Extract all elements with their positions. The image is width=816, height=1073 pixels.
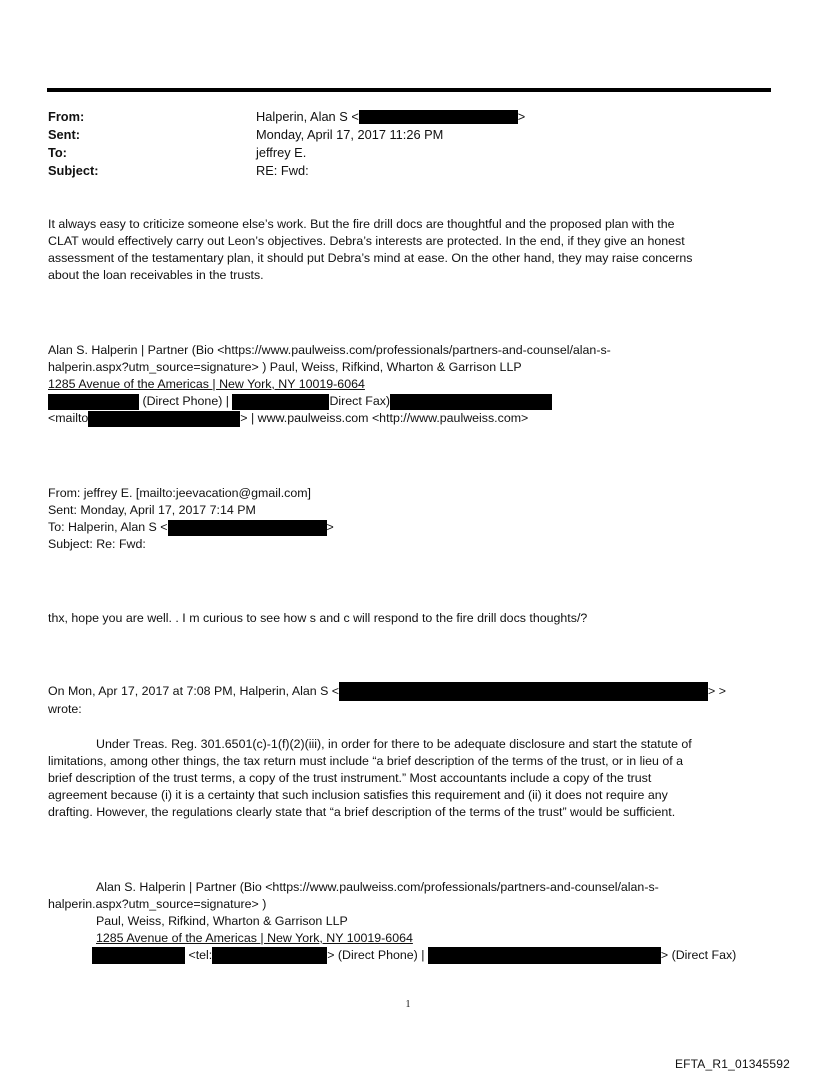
sent-label: Sent: xyxy=(48,127,80,142)
quote-wrote: wrote: xyxy=(48,702,82,716)
from-name: Halperin, Alan S < xyxy=(256,109,359,124)
redaction-box xyxy=(339,682,708,701)
signature-mailto-line xyxy=(48,410,768,427)
signature-line: Alan S. Halperin | Partner (Bio <https://www.paulweiss.com/professionals/partners-and-counsel/alan-s- xyxy=(96,880,659,894)
body-paragraph xyxy=(48,216,760,284)
redaction-box xyxy=(428,947,661,964)
header-rule xyxy=(47,88,771,92)
to-label: To: xyxy=(48,145,67,160)
signature-block xyxy=(48,342,768,427)
from-label: From: xyxy=(48,109,85,124)
signature-address: 1285 Avenue of the Americas | New York, NY 10019-6064 xyxy=(96,931,413,945)
email-header xyxy=(48,108,768,180)
signature-line: halperin.aspx?utm_source=signature> ) Paul, Weiss, Rifkind, Wharton & Garrison LLP xyxy=(48,360,522,374)
sent-value: Monday, April 17, 2017 11:26 PM xyxy=(256,127,444,142)
from-row xyxy=(48,108,768,126)
signature-phone-line xyxy=(48,393,768,410)
fwd-from: From: jeffrey E. [mailto:jeevacation@gmail.com] xyxy=(48,486,312,500)
subject-row xyxy=(48,162,768,180)
direct-phone-label: (Direct Phone) | xyxy=(142,394,229,408)
reply-text: thx, hope you are well. . I m curious to see how s and c will respond to the fire drill docs thoughts/? xyxy=(48,611,588,625)
quote-on-text: On Mon, Apr 17, 2017 at 7:08 PM, Halperin, Alan S < xyxy=(48,683,340,698)
quoted-line: drafting. However, the regulations clearly state that “a brief description of the terms of the trust” would be sufficient. xyxy=(48,805,676,819)
quoted-line: Under Treas. Reg. 301.6501(c)-1(f)(2)(iii), in order for there to be adequate disclosure and start the statute of xyxy=(96,737,692,751)
quoted-line: limitations, among other things, the tax return must include “a brief description of the terms of the trust, or in lieu of a xyxy=(48,754,683,768)
to-value: jeffrey E. xyxy=(256,145,307,160)
fwd-to-tail: > xyxy=(326,520,334,534)
quote-on-tail: > > xyxy=(708,683,726,698)
body-line: assessment of the testamentary plan, it should put Debra’s mind at ease. On the other hand, they may raise concerns xyxy=(48,251,693,265)
direct-fax-label: Direct Fax) xyxy=(329,394,391,408)
to-row xyxy=(48,144,768,162)
sent-row xyxy=(48,126,768,144)
body-line: about the loan receivables in the trusts. xyxy=(48,268,264,282)
redaction-box xyxy=(48,394,139,410)
fwd-to-line xyxy=(48,519,768,536)
redaction-box xyxy=(359,110,518,124)
quoted-signature-block xyxy=(48,879,768,964)
quoted-line: brief description of the trust terms, a copy of the trust instrument.” Most accountants include a copy of the trust xyxy=(48,771,652,785)
direct-phone-label: > (Direct Phone) | xyxy=(327,948,425,962)
quoted-line: agreement because (i) it is a certainty that such inclusion satisfies this requirement and (ii) it does not require any xyxy=(48,788,668,802)
body-line: It always easy to criticize someone else’s work. But the fire drill docs are thoughtful and the proposed plan with the xyxy=(48,217,675,231)
forwarded-header xyxy=(48,485,768,553)
signature-address: 1285 Avenue of the Americas | New York, NY 10019-6064 xyxy=(48,377,365,391)
bates-number: EFTA_R1_01345592 xyxy=(674,1057,790,1071)
signature-firm: Paul, Weiss, Rifkind, Wharton & Garrison LLP xyxy=(96,914,348,928)
quote-intro xyxy=(48,682,768,718)
direct-fax-label: > (Direct Fax) xyxy=(660,948,737,962)
body-line: CLAT would effectively carry out Leon’s objectives. Debra’s interests are protected. In the end, if they give an honest xyxy=(48,234,685,248)
fwd-sent: Sent: Monday, April 17, 2017 7:14 PM xyxy=(48,503,256,517)
from-tail: > xyxy=(517,109,526,124)
redaction-box xyxy=(390,394,552,410)
quote-on-line xyxy=(48,682,768,701)
fwd-subject: Subject: Re: Fwd: xyxy=(48,537,146,551)
signature-contact-line xyxy=(48,947,768,964)
subject-label: Subject: xyxy=(48,163,99,178)
signature-line: Alan S. Halperin | Partner (Bio <https://www.paulweiss.com/professionals/partners-and-counsel/alan-s- xyxy=(48,343,611,357)
page-number: 1 xyxy=(405,999,411,1010)
signature-line: halperin.aspx?utm_source=signature> ) xyxy=(48,897,267,911)
mailto-text: <mailto xyxy=(48,411,89,425)
redaction-box xyxy=(92,947,185,964)
fwd-to: To: Halperin, Alan S < xyxy=(48,520,168,534)
website-link[interactable]: > | www.paulweiss.com <http://www.paulweiss.com> xyxy=(240,411,529,425)
from-value xyxy=(256,108,525,126)
redaction-box xyxy=(168,520,327,536)
tel-prefix: <tel: xyxy=(188,948,213,962)
subject-value: RE: Fwd: xyxy=(256,163,309,178)
redaction-box xyxy=(88,411,240,427)
redaction-box xyxy=(212,947,327,964)
redaction-box xyxy=(232,394,329,410)
quoted-paragraph xyxy=(48,736,760,821)
